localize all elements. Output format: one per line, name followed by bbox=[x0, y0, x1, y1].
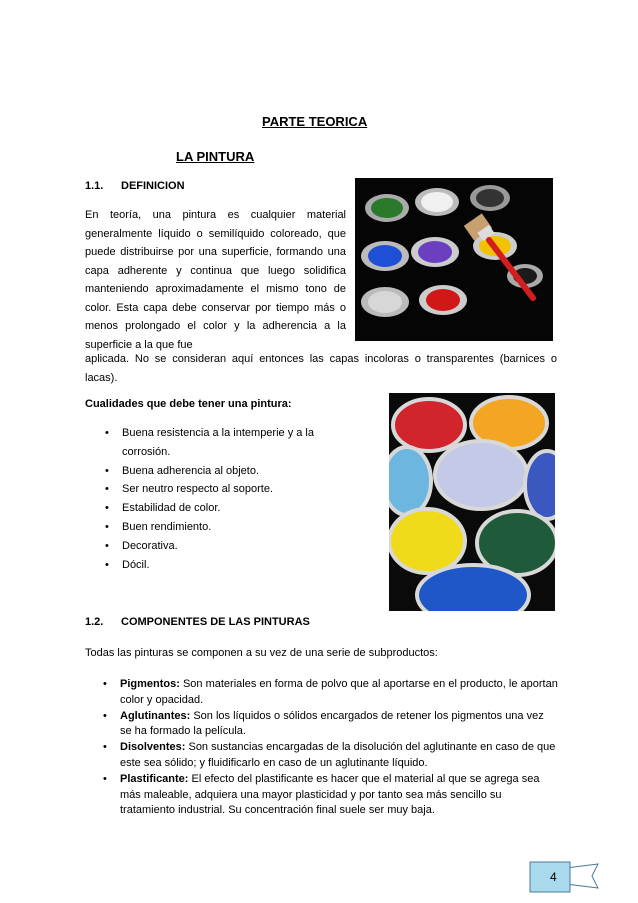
list-item: • Estabilidad de color. bbox=[88, 499, 348, 518]
list-item bbox=[86, 740, 558, 772]
page-number: 4 bbox=[550, 870, 557, 884]
term-description: Son sustancias encargadas de la disolución del aglutinante en caso de que este sea sólido; y fluidificarlo en caso de un aglutinante líquido. bbox=[120, 741, 556, 769]
list-item bbox=[86, 709, 558, 741]
term-label: Aglutinantes: bbox=[120, 709, 191, 722]
list-item bbox=[86, 772, 558, 819]
page-title: PARTE TEORICA bbox=[262, 114, 368, 129]
page-number-ribbon bbox=[528, 858, 600, 896]
definition-paragraph-cont: aplicada. No se consideran aquí entonces las capas incoloras o transparentes (barnices o lacas). bbox=[85, 353, 557, 384]
section-2-heading: COMPONENTES DE LAS PINTURAS bbox=[121, 616, 310, 628]
components-intro: Todas las pinturas se componen a su vez de una serie de subproductos: bbox=[85, 647, 438, 659]
definition-paragraph: En teoría, una pintura es cualquier material generalmente líquido o semilíquido coloreado, que puede distribuirse por una superficie, formando una capa adherente y continua que luego solidifica manteniendo aproximadamente el mismo tono de color. Esta capa debe conservar por tiempo más o menos prolongado el color y la adherencia a la superficie a la que fue bbox=[85, 209, 346, 351]
term-description: Son materiales en forma de polvo que al aportarse en el producto, le aportan color y opacidad. bbox=[120, 678, 558, 706]
section-2-number: 1.2. bbox=[85, 616, 104, 628]
term-label: Pigmentos: bbox=[120, 678, 180, 690]
term-description: Son los líquidos o sólidos encargados de retener los pigmentos una vez se ha formado la película. bbox=[120, 709, 544, 738]
section-1-number: 1.1. bbox=[85, 180, 104, 192]
list-item: • Ser neutro respecto al soporte. bbox=[88, 480, 348, 499]
list-item: • Decorativa. bbox=[88, 537, 348, 556]
term-description: El efecto del plastificante es hacer que el material al que se agrega sea más maleable, adquiera una mayor plasticidad y por tanto sea más sencillo su tratamiento industrial. Su concentración final suele ser muy baja. bbox=[120, 772, 540, 817]
list-item bbox=[86, 677, 558, 709]
components-list bbox=[86, 677, 558, 819]
list-item: • Dócil. bbox=[88, 556, 348, 575]
page-subtitle: LA PINTURA bbox=[176, 149, 255, 164]
term-label: Plastificante: bbox=[120, 772, 189, 785]
paint-cans-brush-image bbox=[355, 178, 553, 341]
qualities-list bbox=[88, 424, 348, 574]
list-item: • Buena adherencia al objeto. bbox=[88, 462, 348, 481]
term-label: Disolventes: bbox=[120, 741, 186, 754]
open-paint-cans-image bbox=[389, 393, 555, 611]
list-item: • Buena resistencia a la intemperie y a la corrosión. bbox=[88, 424, 348, 462]
section-1-heading: DEFINICION bbox=[121, 180, 185, 192]
list-item: • Buen rendimiento. bbox=[88, 518, 348, 537]
qualities-heading: Cualidades que debe tener una pintura: bbox=[85, 398, 292, 410]
